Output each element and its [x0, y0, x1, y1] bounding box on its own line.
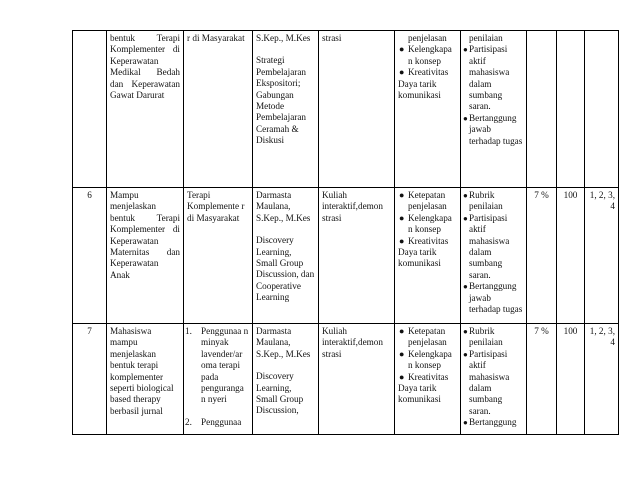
bullet-icon: ●: [463, 327, 468, 336]
rps-table: [72, 30, 619, 435]
cell-learning-outcome: bentuk Terapi Komplementer di Keperawatan Medikal Bedah dan Keperawatan Gawat Darurat: [107, 31, 184, 188]
cell-indicator: ● Ketepatan penjelasan ● Kelengkapa n konsep ● Kreativitas Daya tarik komunikasi: [395, 324, 461, 435]
list-item: ● Bertanggung jawab terhadap tugas: [463, 112, 523, 146]
list-item: ● Partisipasi aktif mahasiswa dalam sumbang saran.: [463, 212, 510, 280]
cell-reference: 1, 2, 3, 4: [585, 188, 619, 324]
list-item: ● Kelengkapa n konsep: [399, 44, 452, 66]
cell-reference: [585, 31, 619, 188]
cell-criteria: [461, 188, 527, 324]
cell-method: Kuliah interaktif,demon strasi: [319, 188, 395, 324]
cell-reference: 1, 2, 3, 4: [585, 324, 619, 435]
cell-method: strasi: [319, 31, 395, 188]
bullet-icon: ●: [463, 418, 468, 428]
cell-learning-outcome: Mampu menjelaskan bentuk Terapi Komplementer di Keperawatan Maternitas dan Keperawatan Anak: [107, 188, 184, 324]
cell-weight: 7 %: [527, 188, 557, 324]
list-item: ● Rubrik penilaian: [463, 190, 503, 212]
list-item: ● Partisipasi aktif mahasiswa dalam sumbang saran.: [463, 44, 510, 112]
cell-weight: 7 %: [527, 324, 557, 435]
bullet-icon: ●: [463, 282, 468, 292]
bullet-icon: ●: [399, 67, 405, 78]
cell-indicator: ● Ketepatan penjelasan ● Kelengkapa n konsep ● Kreativitas Daya tarik komunikasi: [395, 188, 461, 324]
cell-material: r di Masyarakat: [184, 31, 253, 188]
list-item: ● Partisipasi aktif mahasiswa dalam sumbang saran.: [463, 348, 510, 416]
list-item: ● Kreativitas: [399, 67, 449, 78]
table-row: [73, 31, 619, 188]
list-item: ● Kelengkapa n konsep: [399, 348, 452, 371]
list-item: ● Rubrik penilaian: [463, 326, 503, 348]
list-item: ● Ketepatan penjelasan: [399, 326, 447, 348]
cell-week-number: 6: [73, 188, 107, 324]
bullet-icon: ●: [399, 235, 405, 246]
bullet-icon: ●: [463, 113, 468, 123]
list-item: penjelasan: [408, 33, 447, 43]
bullet-icon: ●: [399, 326, 405, 336]
list-item: penilaian: [469, 33, 503, 43]
bullet-icon: ●: [463, 191, 468, 200]
cell-week-number: 7: [73, 324, 107, 435]
cell-lecturer: S.Kep., M.Kes Strategi Pembelajaran Ekspositori; Gabungan Metode Pembelajaran Ceramah & Diskusi: [253, 31, 319, 188]
cell-material: [184, 324, 253, 435]
list-item: ● Kelengkapa n konsep: [399, 212, 452, 235]
bullet-icon: ●: [399, 371, 405, 382]
bullet-icon: ●: [463, 213, 468, 223]
cell-score: 100: [557, 324, 585, 435]
cell-score: 100: [557, 188, 585, 324]
list-item: 1. Penggunaa n minyak lavender/ar oma terapi pada pengurangа n nyeri: [185, 326, 249, 405]
cell-method: Kuliah interaktif,demon strasi: [319, 324, 395, 435]
cell-indicator: penjelasan ● Kelengkapa n konsep ● Kreativitas Daya tarik komunikasi: [395, 31, 461, 188]
cell-week-number: [73, 31, 107, 188]
bullet-icon: ●: [463, 349, 468, 359]
list-item: 2. Penggunaa: [185, 416, 242, 427]
table-row: [73, 188, 619, 324]
list-item: ● Bertanggung: [463, 417, 517, 428]
bullet-icon: ●: [399, 212, 405, 223]
list-item: ● Ketepatan penjelasan: [399, 190, 447, 212]
bullet-icon: ●: [399, 190, 405, 200]
cell-weight: [527, 31, 557, 188]
bullet-icon: ●: [399, 348, 405, 359]
bullet-icon: ●: [399, 44, 405, 55]
cell-lecturer: Darmasta Maulana, S.Kep., M.Kes Discovery Learning, Small Group Discussion,: [253, 324, 319, 435]
list-item: ● Kreativitas: [399, 371, 449, 382]
list-item: ● Kreativitas: [399, 235, 449, 246]
table-row: [73, 324, 619, 435]
cell-lecturer: Darmasta Maulana, S.Kep., M.Kes Discovery Learning, Small Group Discussion, dan Cooperative Learning: [253, 188, 319, 324]
cell-criteria: [461, 31, 527, 188]
cell-learning-outcome: Mahasiswa mampu menjelaskan bentuk terapi komplementer seperti biological based therapy berbasil jurnal: [107, 324, 184, 435]
bullet-icon: ●: [463, 45, 468, 55]
cell-score: [557, 31, 585, 188]
cell-criteria: [461, 324, 527, 435]
list-item: ● Bertanggung jawab terhadap tugas: [463, 281, 523, 315]
cell-material: Terapi Komplemente r di Masyarakat: [184, 188, 253, 324]
